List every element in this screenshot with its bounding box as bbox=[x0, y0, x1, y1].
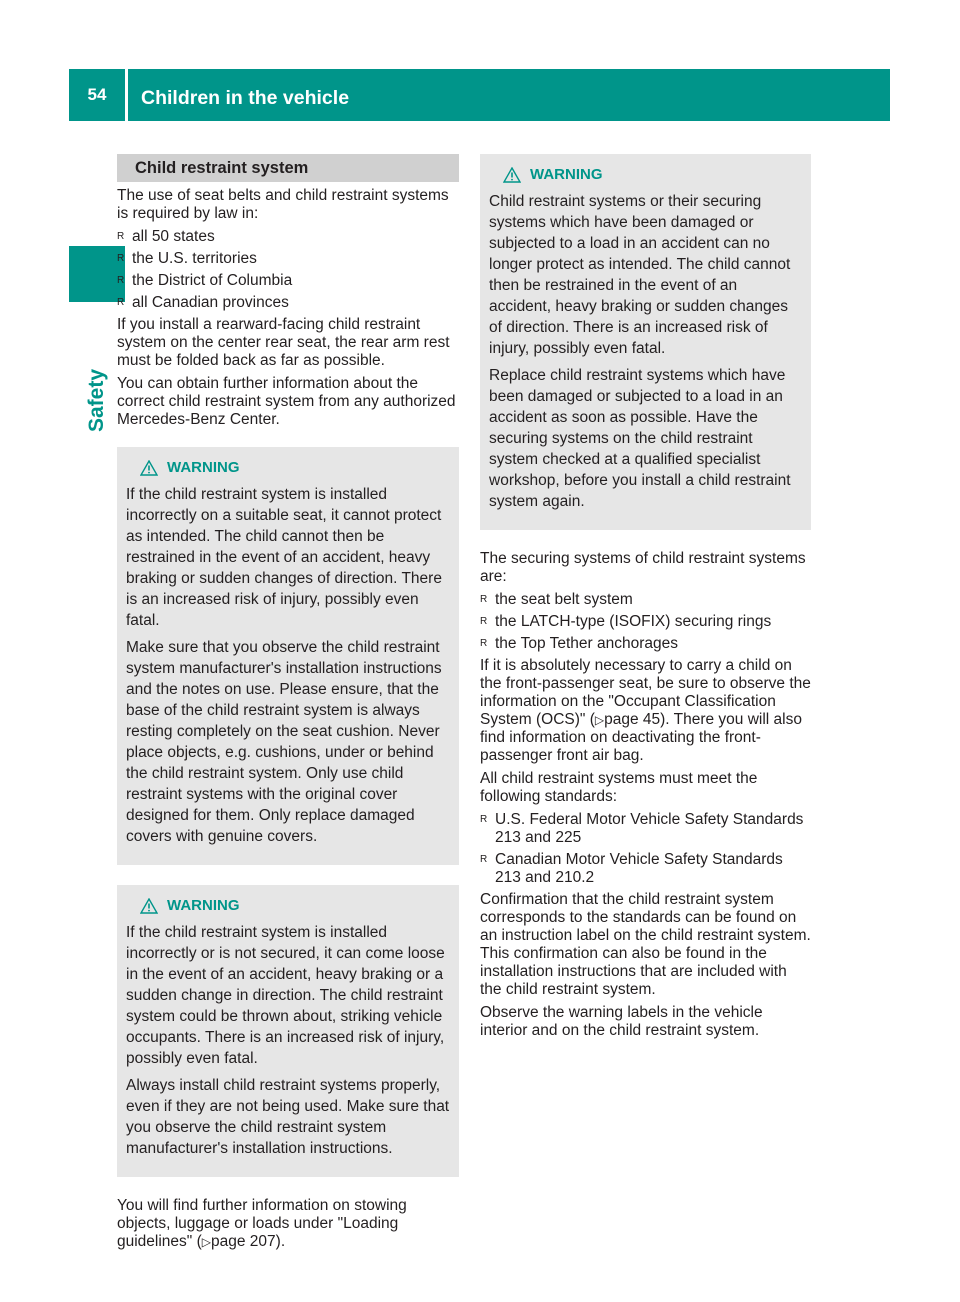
right-column bbox=[480, 154, 811, 1045]
page-reference-link[interactable]: page 45 bbox=[604, 711, 661, 728]
warning-paragraph: If the child restraint system is installed incorrectly or is not secured, it can come loose in the event of an accident, heavy braking or a sudden change in direction. The child restraint system could be thrown about, striking vehicle occupants. There is an increased risk of injury, possibly even fatal. bbox=[126, 924, 445, 1067]
warning-title: WARNING bbox=[167, 897, 240, 914]
stowing-paragraph: You will find further information on stowing objects, luggage or loads under "Loading guidelines" (▷page 207). bbox=[117, 1197, 407, 1250]
list-item: R all Canadian provinces bbox=[117, 294, 289, 311]
intro-paragraph: The use of seat belts and child restraint systems is required by law in: bbox=[117, 187, 449, 222]
section-title: Child restraint system bbox=[117, 154, 459, 182]
header-divider bbox=[125, 69, 128, 121]
warning-header bbox=[140, 459, 450, 476]
bullet-icon: R bbox=[117, 253, 125, 264]
jurisdiction-list bbox=[117, 228, 459, 312]
warning-header bbox=[140, 897, 450, 914]
warning-paragraph: Always install child restraint systems properly, even if they are not being used. Make sure that you observe the child restraint system manufacturer's installation instructions. bbox=[126, 1077, 450, 1157]
rearward-paragraph: If you install a rearward-facing child restraint system on the center rear seat, the rear arm rest must be folded back as far as possible. bbox=[117, 316, 450, 369]
bullet-icon: R bbox=[480, 594, 488, 605]
page-number: 54 bbox=[87, 85, 107, 104]
list-item: R the U.S. territories bbox=[117, 250, 257, 267]
bullet-icon: R bbox=[117, 275, 125, 286]
list-item: R U.S. Federal Motor Vehicle Safety Standards 213 and 225 bbox=[480, 811, 804, 846]
page-ref-arrow-icon: ▷ bbox=[201, 1235, 212, 1249]
observe-paragraph: Observe the warning labels in the vehicle interior and on the child restraint system. bbox=[480, 1004, 763, 1039]
warning-paragraph: If the child restraint system is installed incorrectly on a suitable seat, it cannot protect as intended. The child cannot then be restrained in the event of an accident, heavy braking or sudden changes of direction. There is an increased risk of injury, possibly even fatal. bbox=[126, 486, 442, 629]
securing-intro: The securing systems of child restraint systems are: bbox=[480, 550, 806, 585]
warning-header bbox=[503, 166, 802, 183]
list-item: R the seat belt system bbox=[480, 591, 633, 608]
warning-triangle-icon bbox=[140, 898, 158, 914]
list-item: R all 50 states bbox=[117, 228, 215, 245]
list-item: R Canadian Motor Vehicle Safety Standards 213 and 210.2 bbox=[480, 851, 783, 886]
page-header bbox=[69, 69, 890, 121]
standards-list bbox=[480, 811, 811, 887]
warning-box bbox=[117, 447, 459, 865]
warning-box bbox=[117, 885, 459, 1177]
warning-triangle-icon bbox=[140, 460, 158, 476]
bullet-icon: R bbox=[117, 231, 125, 242]
bullet-icon: R bbox=[480, 854, 488, 865]
bullet-icon: R bbox=[117, 297, 125, 308]
list-item: R the Top Tether anchorages bbox=[480, 635, 678, 652]
list-item: R the District of Columbia bbox=[117, 272, 293, 289]
warning-paragraph: Make sure that you observe the child restraint system manufacturer's installation instructions and the notes on use. Please ensure, that the base of the child restraint system is always resting completely on the seat cushion. Never place objects, e.g. cushions, under or behind the child restraint system. Only use child restraint systems with the original cover designed for them. Only replace damaged covers with genuine covers. bbox=[126, 639, 442, 845]
chapter-title: Children in the vehicle bbox=[141, 87, 350, 109]
left-column bbox=[117, 154, 459, 1256]
side-tab-label: Safety bbox=[85, 368, 108, 432]
bullet-icon: R bbox=[480, 814, 488, 825]
page-reference-link[interactable]: page 207 bbox=[211, 1233, 276, 1250]
obtain-info-paragraph: You can obtain further information about the correct child restraint system from any authorized Mercedes-Benz Center. bbox=[117, 375, 456, 428]
list-item: R the LATCH-type (ISOFIX) securing rings bbox=[480, 613, 772, 630]
standards-intro: All child restraint systems must meet the following standards: bbox=[480, 770, 758, 805]
securing-list bbox=[480, 591, 811, 653]
page-ref-arrow-icon: ▷ bbox=[594, 713, 605, 727]
confirmation-paragraph: Confirmation that the child restraint system corresponds to the standards can be found on an instruction label on the child restraint system. This confirmation can also be found in the installation instructions that are included with the child restraint system. bbox=[480, 891, 811, 998]
warning-title: WARNING bbox=[530, 166, 603, 183]
front-passenger-paragraph: If it is absolutely necessary to carry a child on the front-passenger seat, be sure to observe the information on the "Occupant Classification System (OCS)" (▷page 45). There you will also find information on deactivating the front-passenger front air bag. bbox=[480, 657, 811, 764]
warning-paragraph: Replace child restraint systems which have been damaged or subjected to a load in an accident as soon as possible. Have the securing systems on the child restraint system checked at a qualified specialist workshop, before you install a child restraint system again. bbox=[489, 367, 791, 510]
warning-title: WARNING bbox=[167, 459, 240, 476]
warning-box bbox=[480, 154, 811, 530]
bullet-icon: R bbox=[480, 638, 488, 649]
bullet-icon: R bbox=[480, 616, 488, 627]
warning-paragraph: Child restraint systems or their securing systems which have been damaged or subjected to a load in an accident can no longer protect as intended. The child cannot then be restrained in the event of an accident, heavy braking or sudden changes of direction. There is an increased risk of injury, possibly even fatal. bbox=[489, 193, 791, 357]
warning-triangle-icon bbox=[503, 167, 521, 183]
